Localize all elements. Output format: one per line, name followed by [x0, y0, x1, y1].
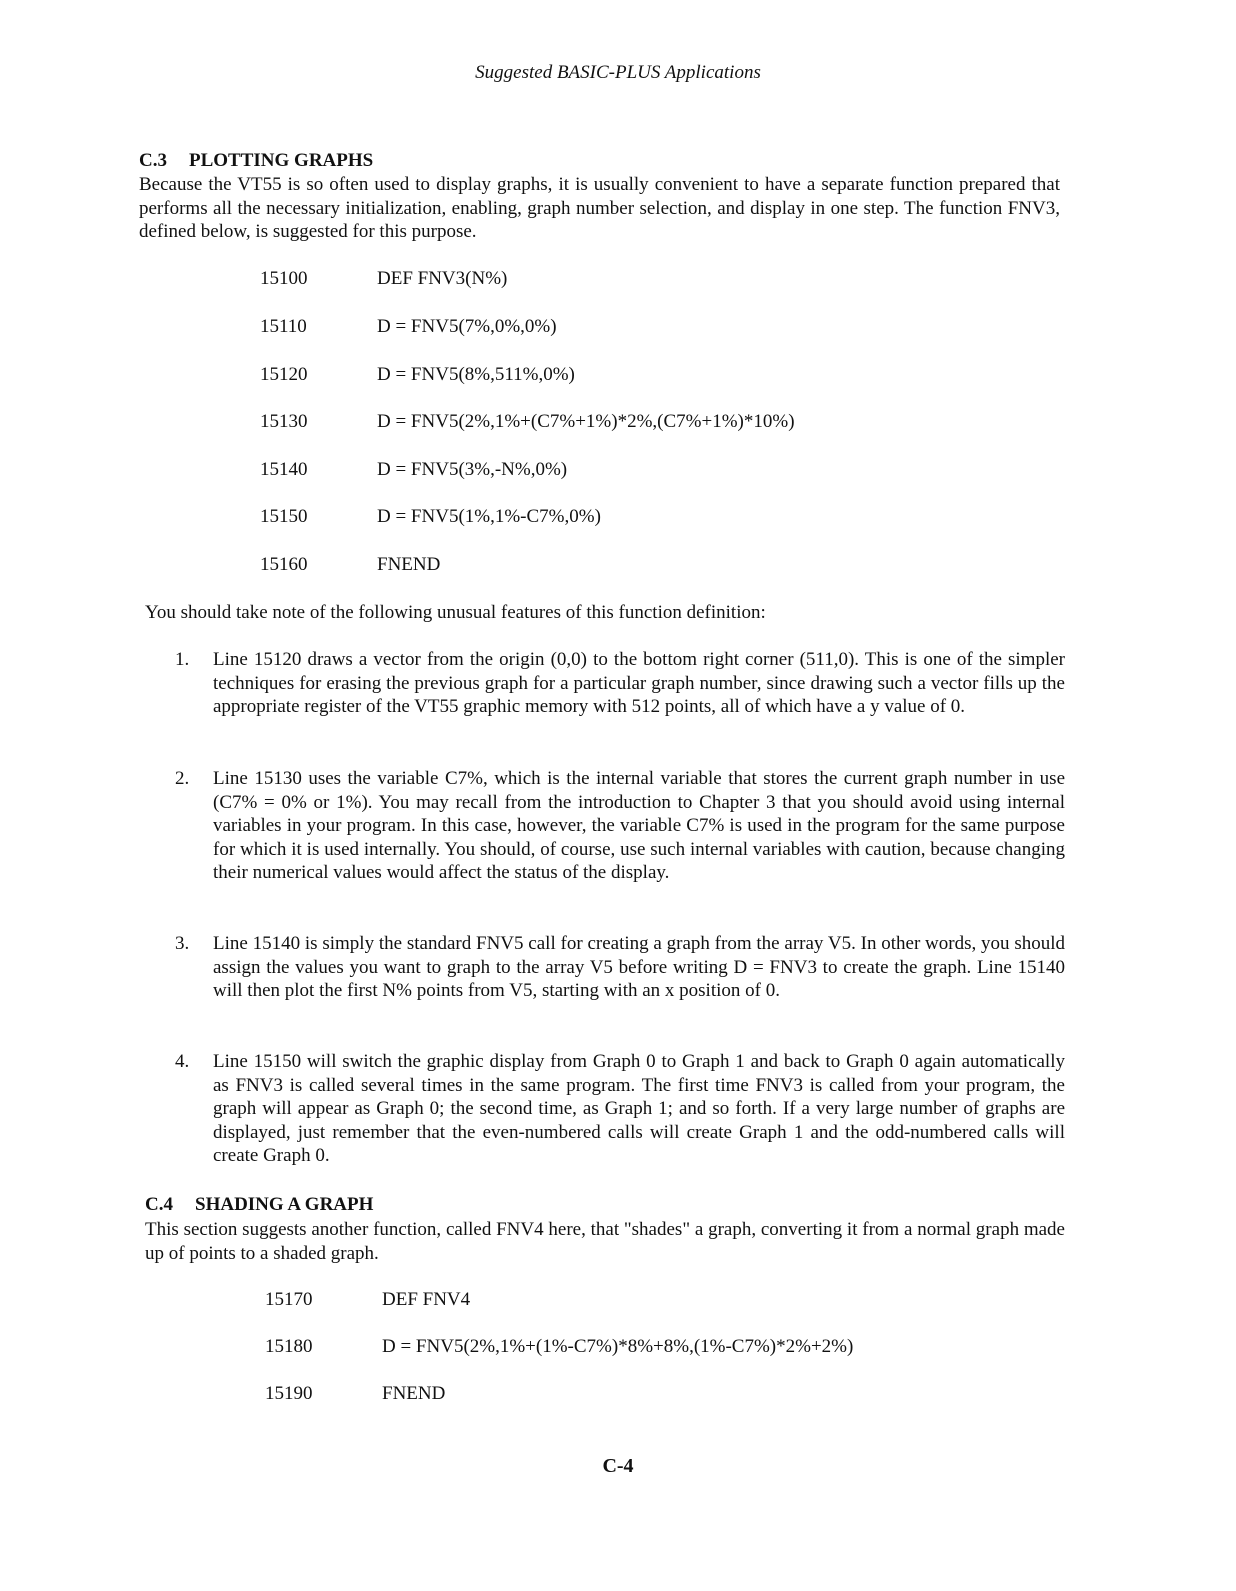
section-number: C.4 [145, 1194, 173, 1215]
list-item [175, 1050, 1065, 1170]
section-title: PLOTTING GRAPHS [189, 150, 374, 171]
list-marker: 4. [175, 1051, 190, 1072]
line-number: 15160 [260, 554, 308, 575]
running-head: Suggested BASIC-PLUS Applications [475, 62, 761, 83]
note-paragraph: You should take note of the following unusual features of this function definition: [145, 602, 766, 623]
list-marker: 3. [175, 933, 190, 954]
statement: D = FNV5(7%,0%,0%) [377, 316, 557, 337]
line-number: 15190 [265, 1383, 313, 1404]
statement: D = FNV5(1%,1%-C7%,0%) [377, 506, 601, 527]
section-number: C.3 [139, 150, 167, 171]
list-item [175, 648, 1065, 744]
page-number: C-4 [602, 1455, 634, 1477]
line-number: 15150 [260, 506, 308, 527]
line-number: 15170 [265, 1289, 313, 1310]
list-item [175, 767, 1065, 910]
statement: D = FNV5(8%,511%,0%) [377, 364, 575, 385]
list-item [175, 932, 1065, 1028]
line-number: 15140 [260, 459, 308, 480]
line-number: 15130 [260, 411, 308, 432]
statement: FNEND [377, 554, 441, 575]
statement: FNEND [382, 1383, 446, 1404]
list-item-text: Line 15140 is simply the standard FNV5 call for creating a graph from the array V5. In other words, you should assign the values you want to graph to the array V5 before writing D = FNV3 to create the graph. Line 15140 will then plot the first N% points from V5, starting with an x position of 0. [213, 933, 1065, 1001]
intro-paragraph-c3: Because the VT55 is so often used to display graphs, it is usually convenient to have a separate function prepared that performs all the necessary initialization, enabling, graph number selection, and display in one step. The function FNV3, defined below, is suggested for this purpose. [139, 174, 1060, 242]
line-number: 15180 [265, 1336, 313, 1357]
statement: D = FNV5(2%,1%+(C7%+1%)*2%,(C7%+1%)*10%) [377, 411, 795, 432]
statement: D = FNV5(3%,-N%,0%) [377, 459, 568, 480]
list-item-text: Line 15130 uses the variable C7%, which is the internal variable that stores the current graph number in use (C7% = 0% or 1%). You may recall from the introduction to Chapter 3 that you should avoid using internal variables in your program. In this case, however, the variable C7% is used in the program for the same purpose for which it is used internally. You should, of course, use such internal variables with caution, because changing their numerical values would affect the status of the display. [213, 768, 1065, 883]
statement: DEF FNV3(N%) [377, 268, 508, 289]
list-marker: 2. [175, 768, 190, 789]
section-heading-c4 [145, 1194, 373, 1216]
intro-paragraph-c4: This section suggests another function, called FNV4 here, that "shades" a graph, converting it from a normal graph made up of points to a shaded graph. [145, 1219, 1065, 1264]
section-title: SHADING A GRAPH [195, 1194, 374, 1215]
list-marker: 1. [175, 649, 190, 670]
section-heading-c3 [139, 150, 373, 172]
list-item-text: Line 15150 will switch the graphic display from Graph 0 to Graph 1 and back to Graph 0 again automatically as FNV3 is called several times in the same program. The first time FNV3 is called from your program, the graph will appear as Graph 0; the second time, as Graph 1; and so forth. If a very large number of graphs are displayed, just remember that the even-numbered calls will create Graph 1 and the odd-numbered calls will create Graph 0. [213, 1051, 1065, 1166]
list-item-text: Line 15120 draws a vector from the origin (0,0) to the bottom right corner (511,0). This is one of the simpler techniques for erasing the previous graph for a particular graph number, since drawing such a vector fills up the appropriate register of the VT55 graphic memory with 512 points, all of which have a y value of 0. [213, 649, 1065, 717]
statement: D = FNV5(2%,1%+(1%-C7%)*8%+8%,(1%-C7%)*2%+2%) [382, 1336, 854, 1357]
line-number: 15120 [260, 364, 308, 385]
line-number: 15110 [260, 316, 307, 337]
statement: DEF FNV4 [382, 1289, 471, 1310]
line-number: 15100 [260, 268, 308, 289]
